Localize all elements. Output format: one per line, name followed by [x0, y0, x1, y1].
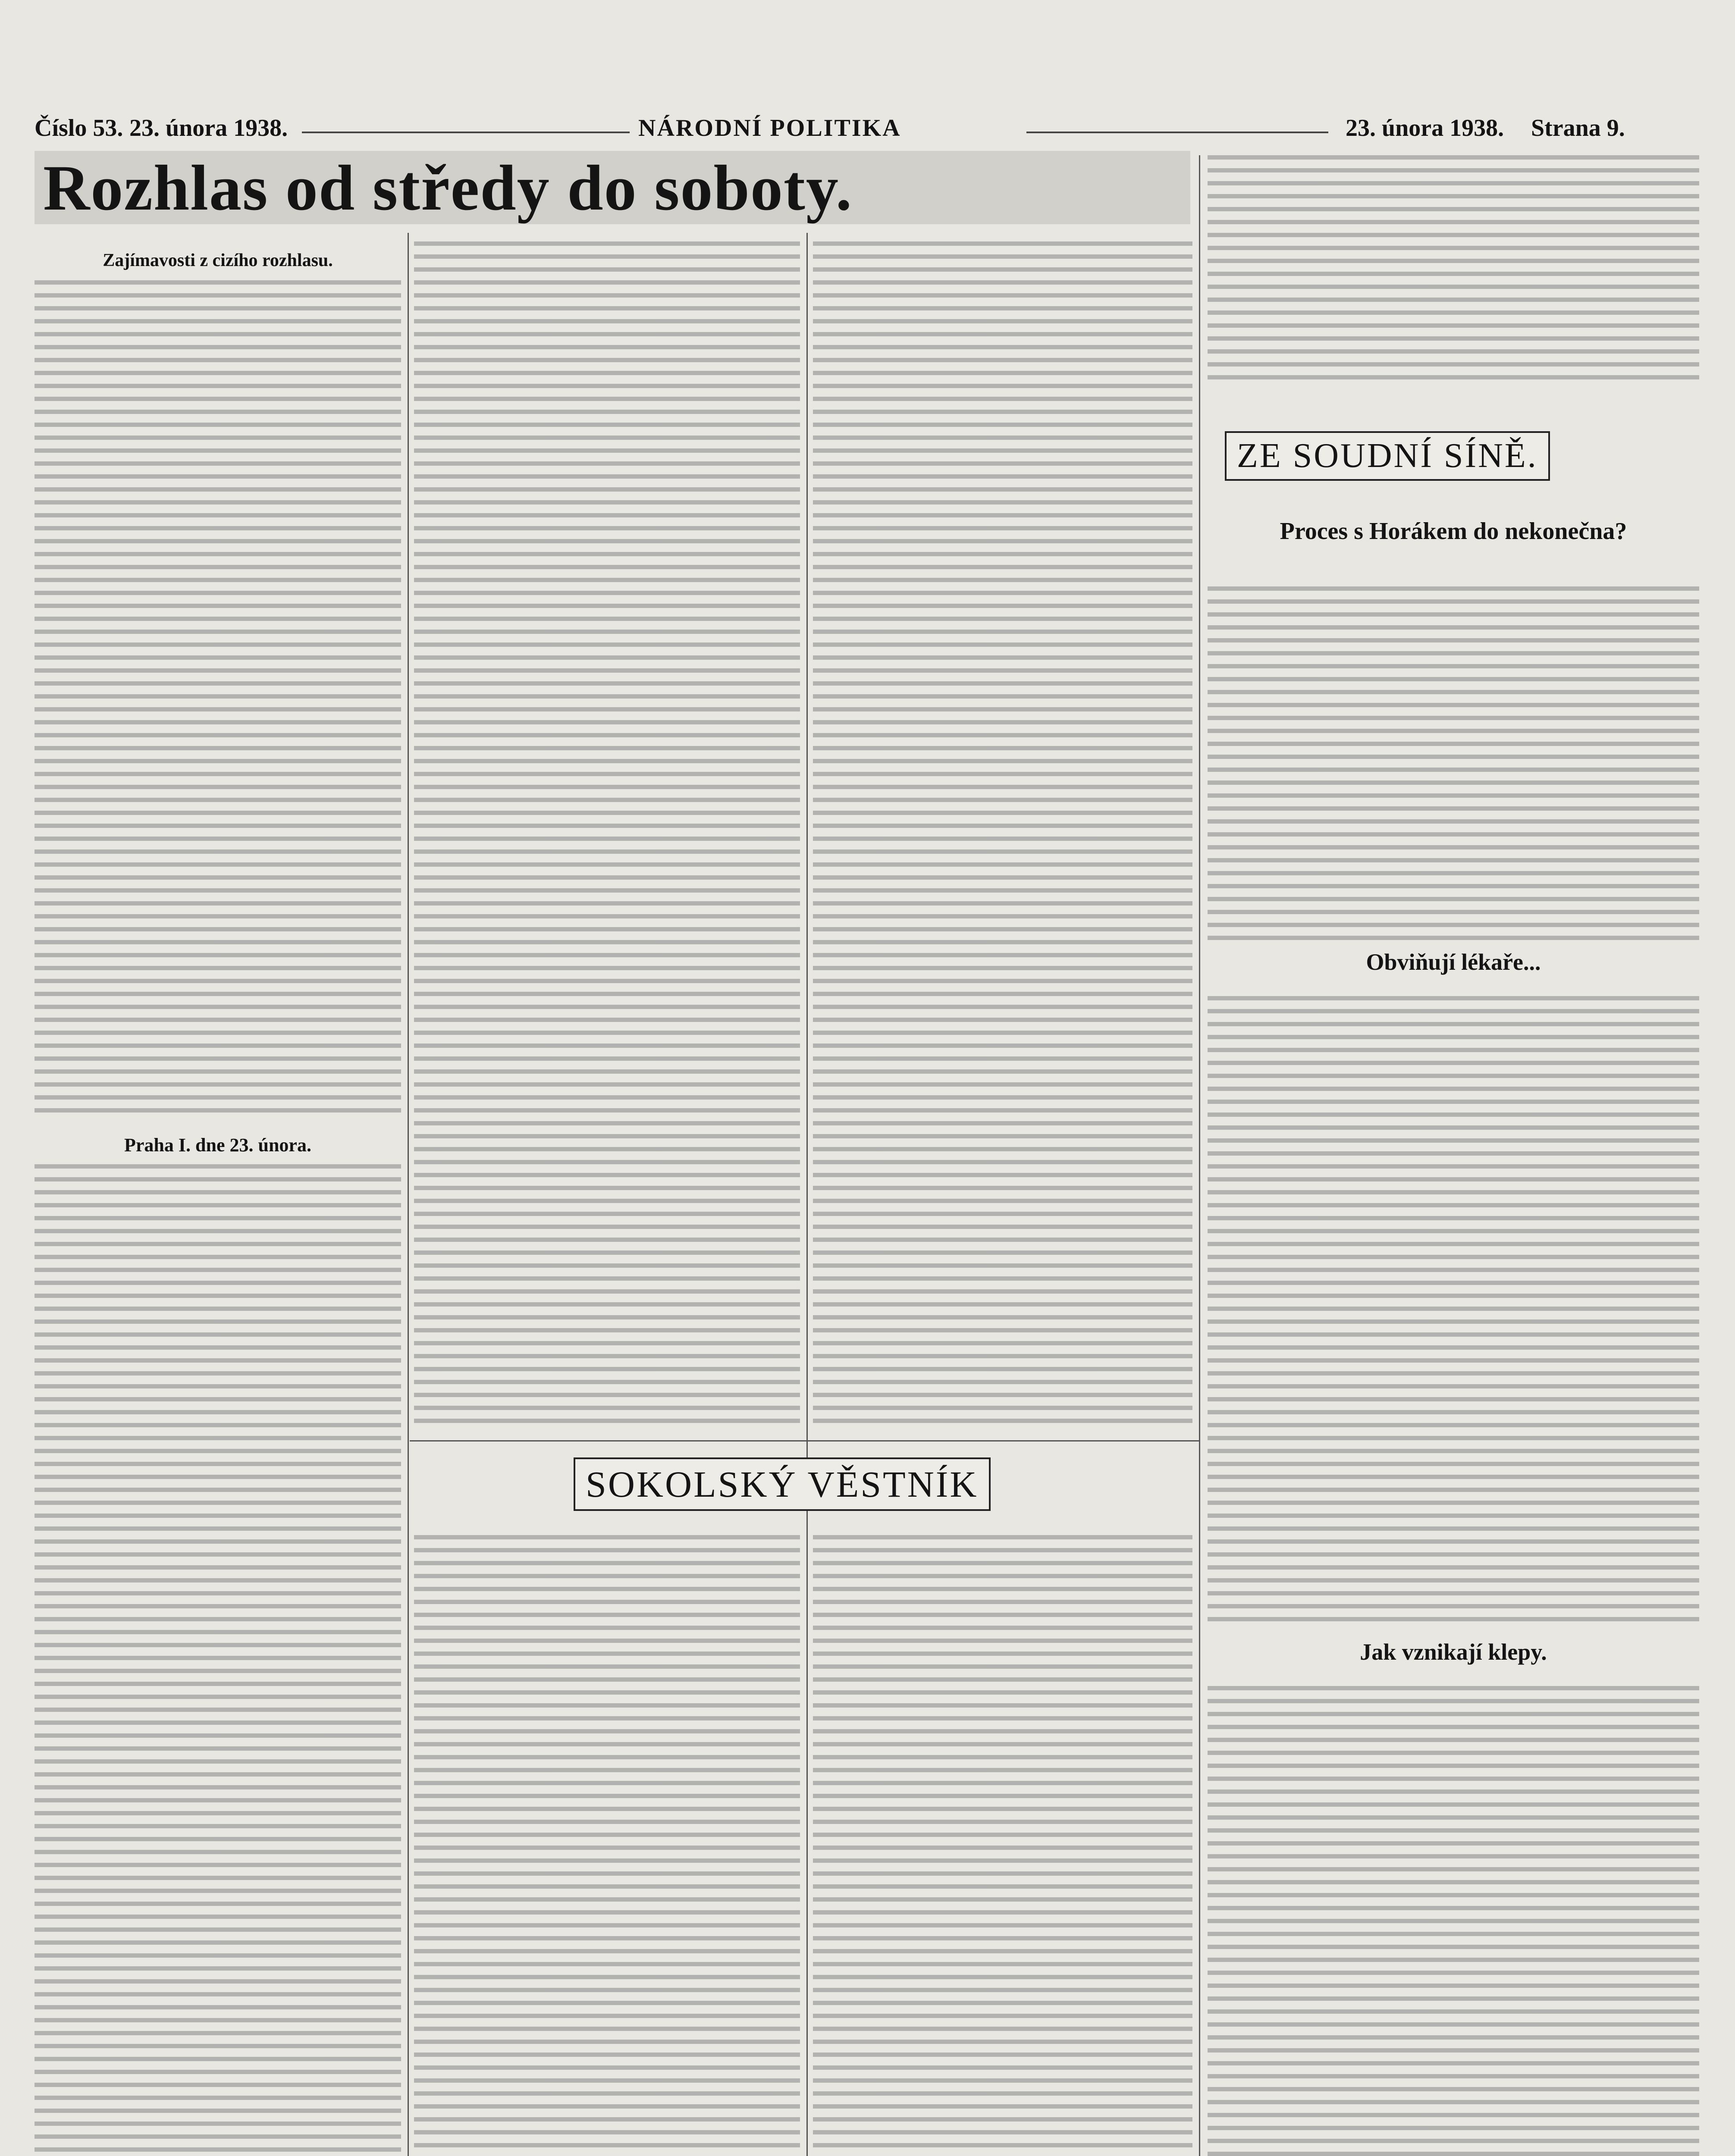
column-rule-1 [408, 233, 409, 2156]
radio-column-3 [813, 241, 1192, 1432]
praha-23-heading: Praha I. dne 23. února. [124, 1134, 311, 1156]
radio-schedule-col2 [414, 241, 800, 1432]
court-section-title: ZE SOUDNÍ SÍNĚ. [1225, 431, 1550, 481]
masthead-date-left: 23. února 1938. [129, 115, 288, 141]
section-divider [410, 1440, 1199, 1442]
radio-column-1 [35, 241, 401, 2156]
radio-schedule-col3 [813, 241, 1192, 1432]
newspaper-name: NÁRODNÍ POLITIKA [638, 115, 901, 141]
masthead-rule-right [1026, 132, 1328, 133]
sokol-bulletin-title: SOKOLSKÝ VĚSTNÍK [574, 1457, 991, 1511]
article-horak-body [1208, 586, 1699, 940]
sokol-body-2 [813, 1535, 1192, 2156]
page-number: Strana 9. [1531, 115, 1625, 141]
sokol-column-1 [414, 1535, 800, 2156]
radio-intro-heading: Zajímavosti z cizího rozhlasu. [103, 251, 333, 270]
radio-intro-body [35, 280, 401, 1121]
radio-column-2 [414, 241, 800, 1432]
column-rule-2 [806, 233, 808, 2156]
court-column [1208, 155, 1699, 2156]
court-top-notice [1208, 155, 1699, 388]
sokol-column-2 [813, 1535, 1192, 2156]
article-lekare-body [1208, 996, 1699, 1630]
issue-number: Číslo 53. [35, 115, 123, 141]
masthead [35, 114, 1716, 149]
article-klepy-body [1208, 1686, 1699, 2156]
radio-schedule-body [35, 1164, 401, 2156]
article-horak-title: Proces s Horákem do nekonečna? [1280, 518, 1627, 545]
column-rule-3 [1199, 155, 1200, 2156]
article-lekare-title: Obviňují lékaře... [1366, 949, 1541, 975]
masthead-rule-left [302, 132, 630, 133]
masthead-date-right: 23. února 1938. [1346, 115, 1504, 141]
article-klepy-title: Jak vznikají klepy. [1360, 1639, 1547, 1665]
page-headline: Rozhlas od středy do soboty. [43, 152, 853, 224]
sokol-body-1 [414, 1535, 800, 2156]
